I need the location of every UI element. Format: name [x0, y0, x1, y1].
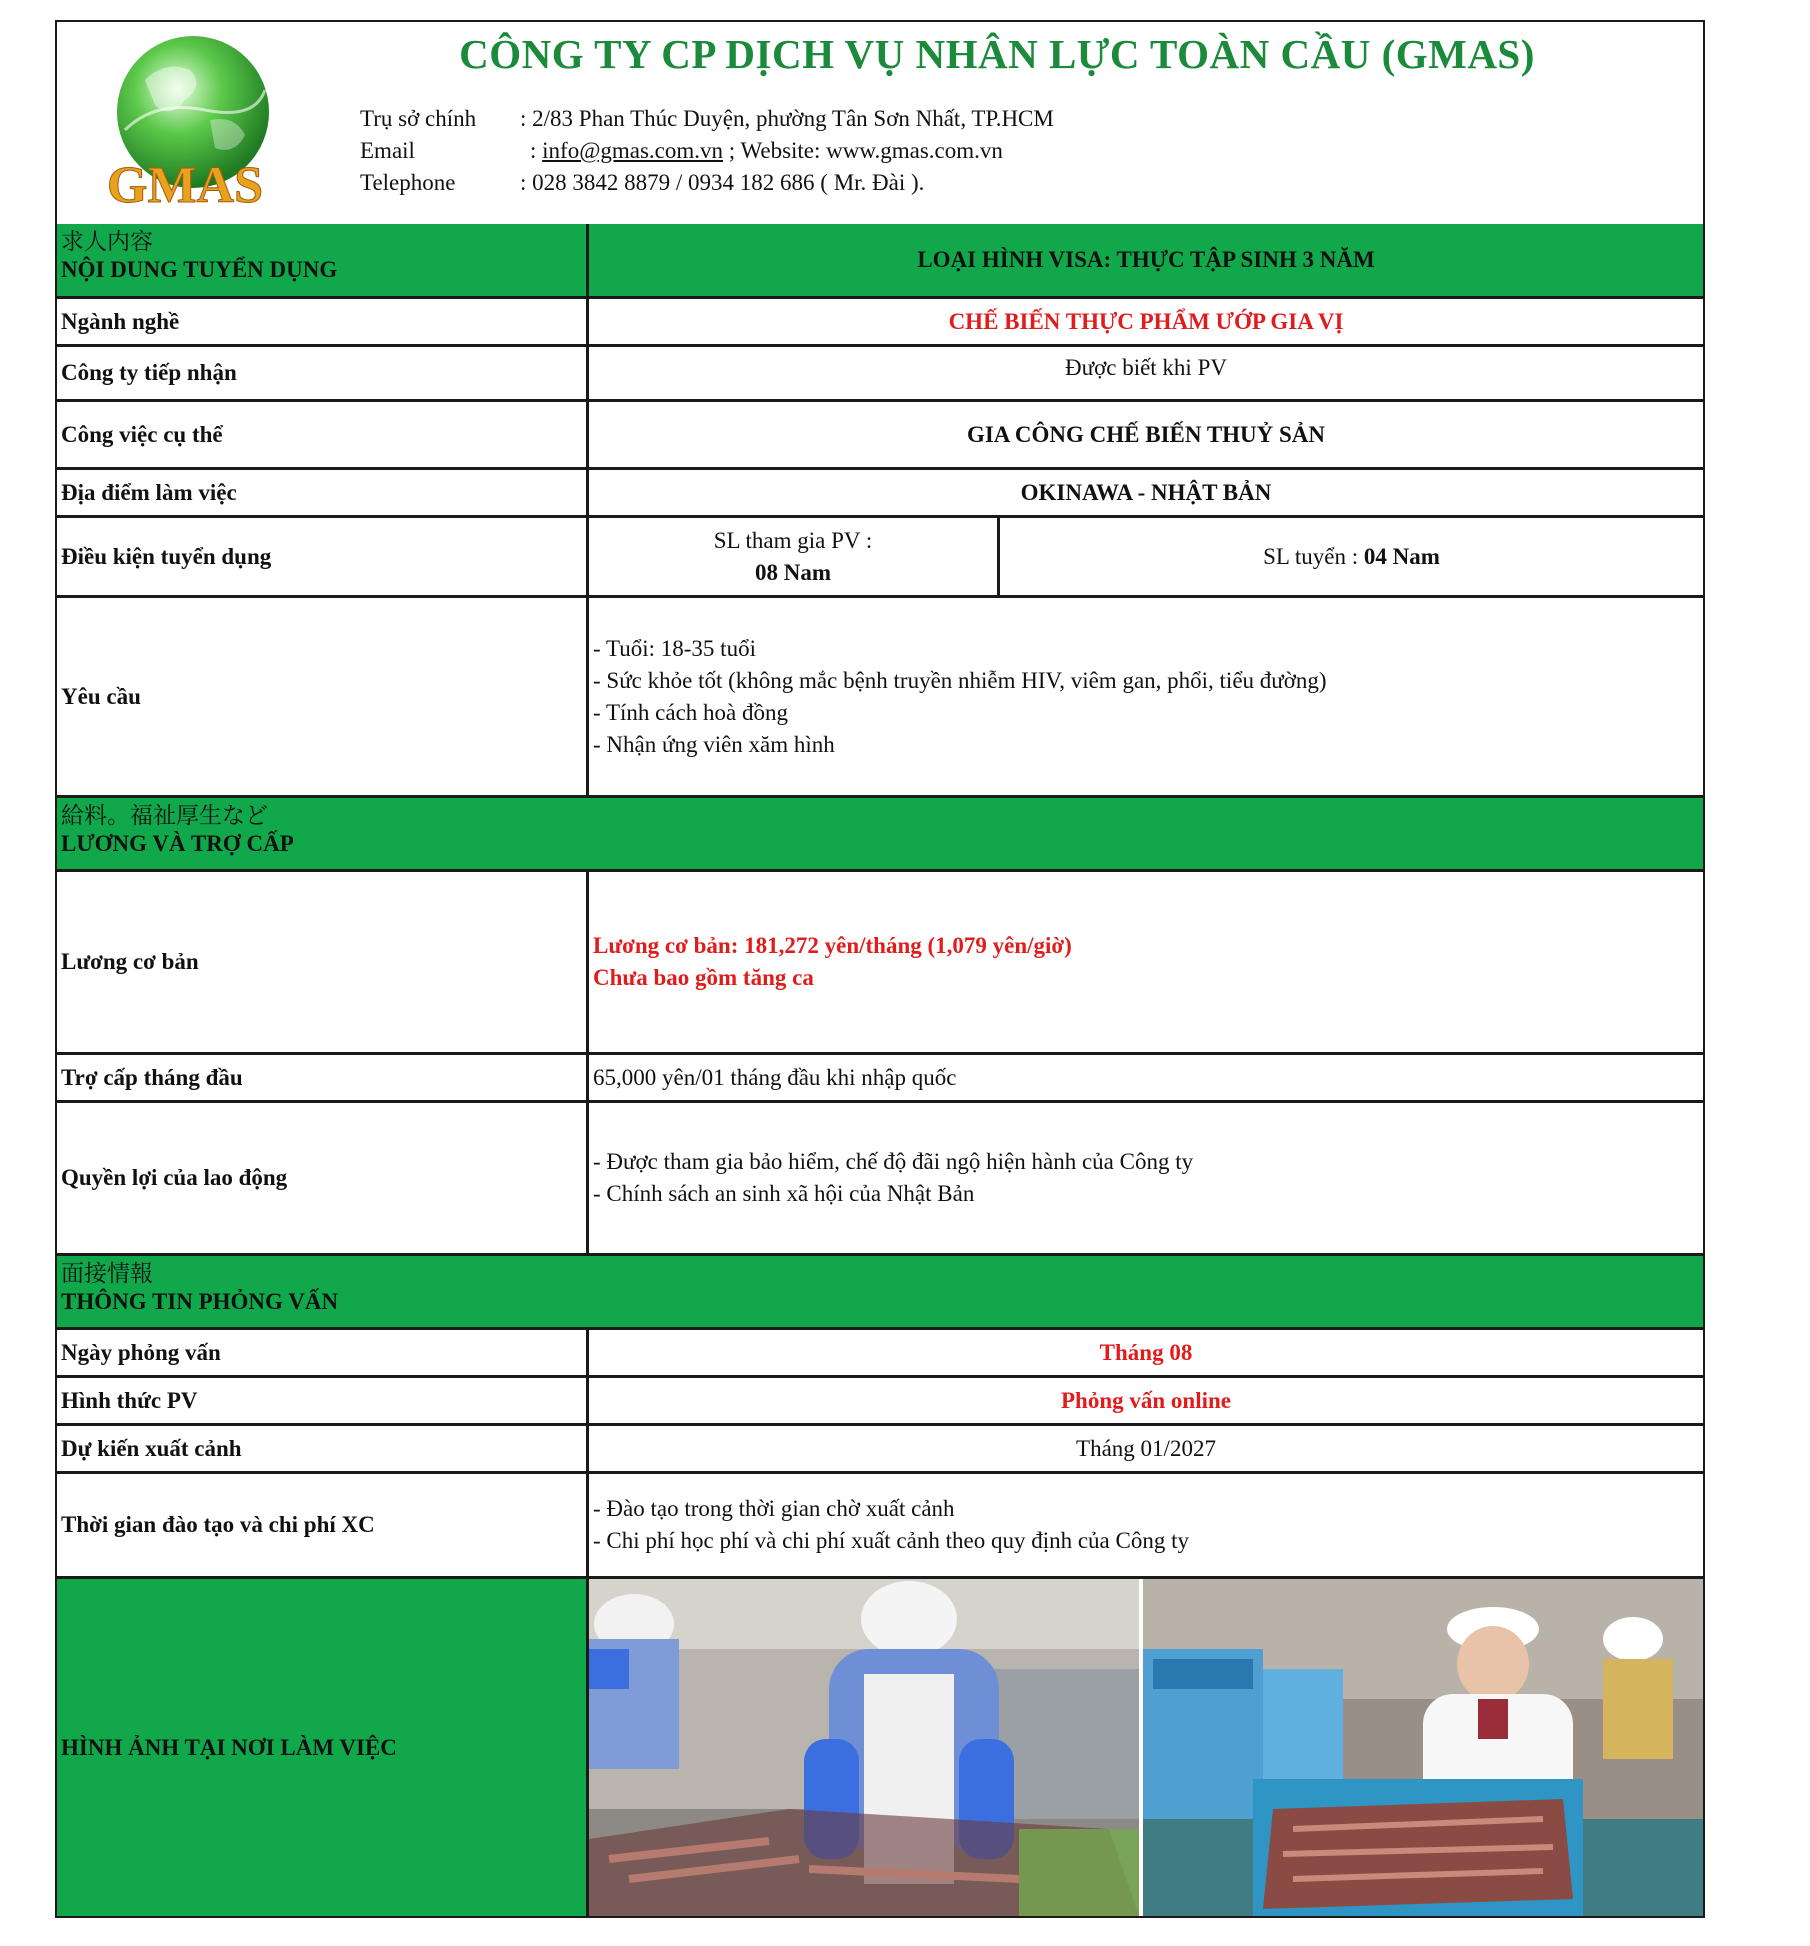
conditions-label: Điều kiện tuyển dụng	[57, 518, 589, 595]
base-salary-value	[589, 872, 1703, 1052]
interview-date-row	[57, 1330, 1703, 1378]
requirement-item: - Tuổi: 18-35 tuổi	[593, 635, 756, 661]
visa-type: LOẠI HÌNH VISA: THỰC TẬP SINH 3 NĂM	[589, 224, 1703, 296]
address-label: Trụ sở chính	[360, 106, 477, 131]
hire-count-cell	[1000, 518, 1703, 595]
address-line	[360, 106, 1054, 132]
company-value: Được biết khi PV	[1065, 355, 1227, 380]
job-value: GIA CÔNG CHẾ BIẾN THUỶ SẢN	[966, 421, 1326, 447]
salary-section-title	[57, 798, 1703, 858]
interview-count-cell	[589, 518, 1000, 595]
job-posting-sheet	[55, 20, 1705, 1918]
benefits-label: Quyền lợi của lao động	[57, 1103, 589, 1253]
phone-value: : 028 3842 8879 / 0934 182 686 ( Mr. Đài ).	[520, 170, 925, 195]
interview-form-row	[57, 1378, 1703, 1426]
training-item: - Đào tạo trong thời gian chờ xuất cảnh	[593, 1496, 955, 1521]
salary-title: LƯƠNG VÀ TRỢ CẤP	[61, 831, 294, 856]
recruit-jp: 求人内容	[61, 229, 153, 254]
benefits-list	[589, 1103, 1703, 1253]
interview-section-header	[57, 1256, 1703, 1330]
phone-line	[360, 170, 924, 196]
email-label: Email	[360, 138, 415, 163]
interview-form-value: Phỏng vấn online	[1061, 1387, 1231, 1413]
interview-count-label: SL tham gia PV :	[713, 527, 873, 553]
email-prefix: :	[530, 138, 543, 163]
website-text: ; Website: www.gmas.com.vn	[723, 138, 1003, 163]
interview-form-label: Hình thức PV	[57, 1378, 589, 1423]
base-salary-row	[57, 872, 1703, 1055]
job-row	[57, 402, 1703, 470]
interview-date-value: Tháng 08	[1099, 1339, 1193, 1365]
place-row	[57, 470, 1703, 518]
base-salary-line: Lương cơ bản: 181,272 yên/tháng (1,079 yên/giờ)	[593, 933, 1072, 958]
requirement-item: - Nhận ứng viên xăm hình	[593, 731, 835, 757]
logo-text: GMAS	[107, 157, 263, 214]
company-label: Công ty tiếp nhận	[57, 347, 589, 399]
industry-value: CHẾ BIẾN THỰC PHẨM ƯỚP GIA VỊ	[948, 308, 1344, 334]
departure-row	[57, 1426, 1703, 1474]
allowance-label: Trợ cấp tháng đầu	[57, 1055, 589, 1100]
departure-value: Tháng 01/2027	[1076, 1435, 1216, 1461]
interview-date-label: Ngày phỏng vấn	[57, 1330, 589, 1375]
requirements-list	[589, 598, 1703, 795]
conditions-row	[57, 518, 1703, 598]
requirements-label: Yêu cầu	[57, 598, 589, 795]
interview-count: 08 Nam	[754, 559, 832, 585]
email-line	[360, 138, 1003, 164]
place-value: OKINAWA - NHẬT BẢN	[1020, 479, 1272, 505]
company-row	[57, 347, 1703, 402]
recruit-section-title	[57, 224, 589, 296]
allowance-value: 65,000 yên/01 tháng đầu khi nhập quốc	[593, 1064, 957, 1090]
job-label: Công việc cụ thể	[57, 402, 589, 467]
requirements-row	[57, 598, 1703, 798]
salary-jp: 給料。福祉厚生など	[61, 803, 268, 828]
salary-section-header	[57, 798, 1703, 872]
overtime-note: Chưa bao gồm tăng ca	[593, 965, 814, 990]
training-item: - Chi phí học phí và chi phí xuất cảnh theo quy định của Công ty	[593, 1528, 1189, 1553]
industry-label: Ngành nghề	[57, 299, 589, 344]
place-label: Địa điểm làm việc	[57, 470, 589, 515]
allowance-row	[57, 1055, 1703, 1103]
benefit-item: - Chính sách an sinh xã hội của Nhật Bản	[593, 1181, 975, 1206]
hire-count: 04 Nam	[1363, 543, 1440, 569]
phone-label: Telephone	[360, 170, 456, 195]
interview-title: THÔNG TIN PHỎNG VẤN	[61, 1289, 339, 1314]
training-row	[57, 1474, 1703, 1579]
interview-jp: 面接情報	[61, 1261, 153, 1286]
requirement-item: - Sức khỏe tốt (không mắc bệnh truyền nhiễm HIV, viêm gan, phổi, tiểu đường)	[593, 667, 1327, 693]
recruit-title: NỘI DUNG TUYỂN DỤNG	[61, 257, 338, 282]
benefits-row	[57, 1103, 1703, 1256]
base-salary-label: Lương cơ bản	[57, 872, 589, 1052]
training-label: Thời gian đào tạo và chi phí XC	[57, 1474, 589, 1576]
photos-label: HÌNH ẢNH TẠI NƠI LÀM VIỆC	[57, 1579, 589, 1916]
email-link[interactable]: info@gmas.com.vn	[542, 138, 724, 163]
training-list	[589, 1474, 1703, 1576]
interview-section-title	[57, 1256, 1703, 1316]
gmas-logo	[85, 30, 285, 220]
workplace-photo-2	[1143, 1579, 1703, 1916]
company-name: CÔNG TY CP DỊCH VỤ NHÂN LỰC TOÀN CẦU (GMAS)	[459, 31, 1535, 77]
address-value: : 2/83 Phan Thúc Duyện, phường Tân Sơn Nhất, TP.HCM	[520, 106, 1054, 131]
departure-label: Dự kiến xuất cảnh	[57, 1426, 589, 1471]
company-header	[57, 22, 1703, 227]
recruit-section-header	[57, 224, 1703, 299]
industry-row	[57, 299, 1703, 347]
benefit-item: - Được tham gia bảo hiểm, chế độ đãi ngộ hiện hành của Công ty	[593, 1149, 1194, 1174]
requirement-item: - Tính cách hoà đồng	[593, 699, 789, 725]
hire-count-label: SL tuyển :	[1263, 543, 1359, 569]
workplace-photo-1	[589, 1579, 1139, 1916]
photos-row	[57, 1579, 1703, 1916]
